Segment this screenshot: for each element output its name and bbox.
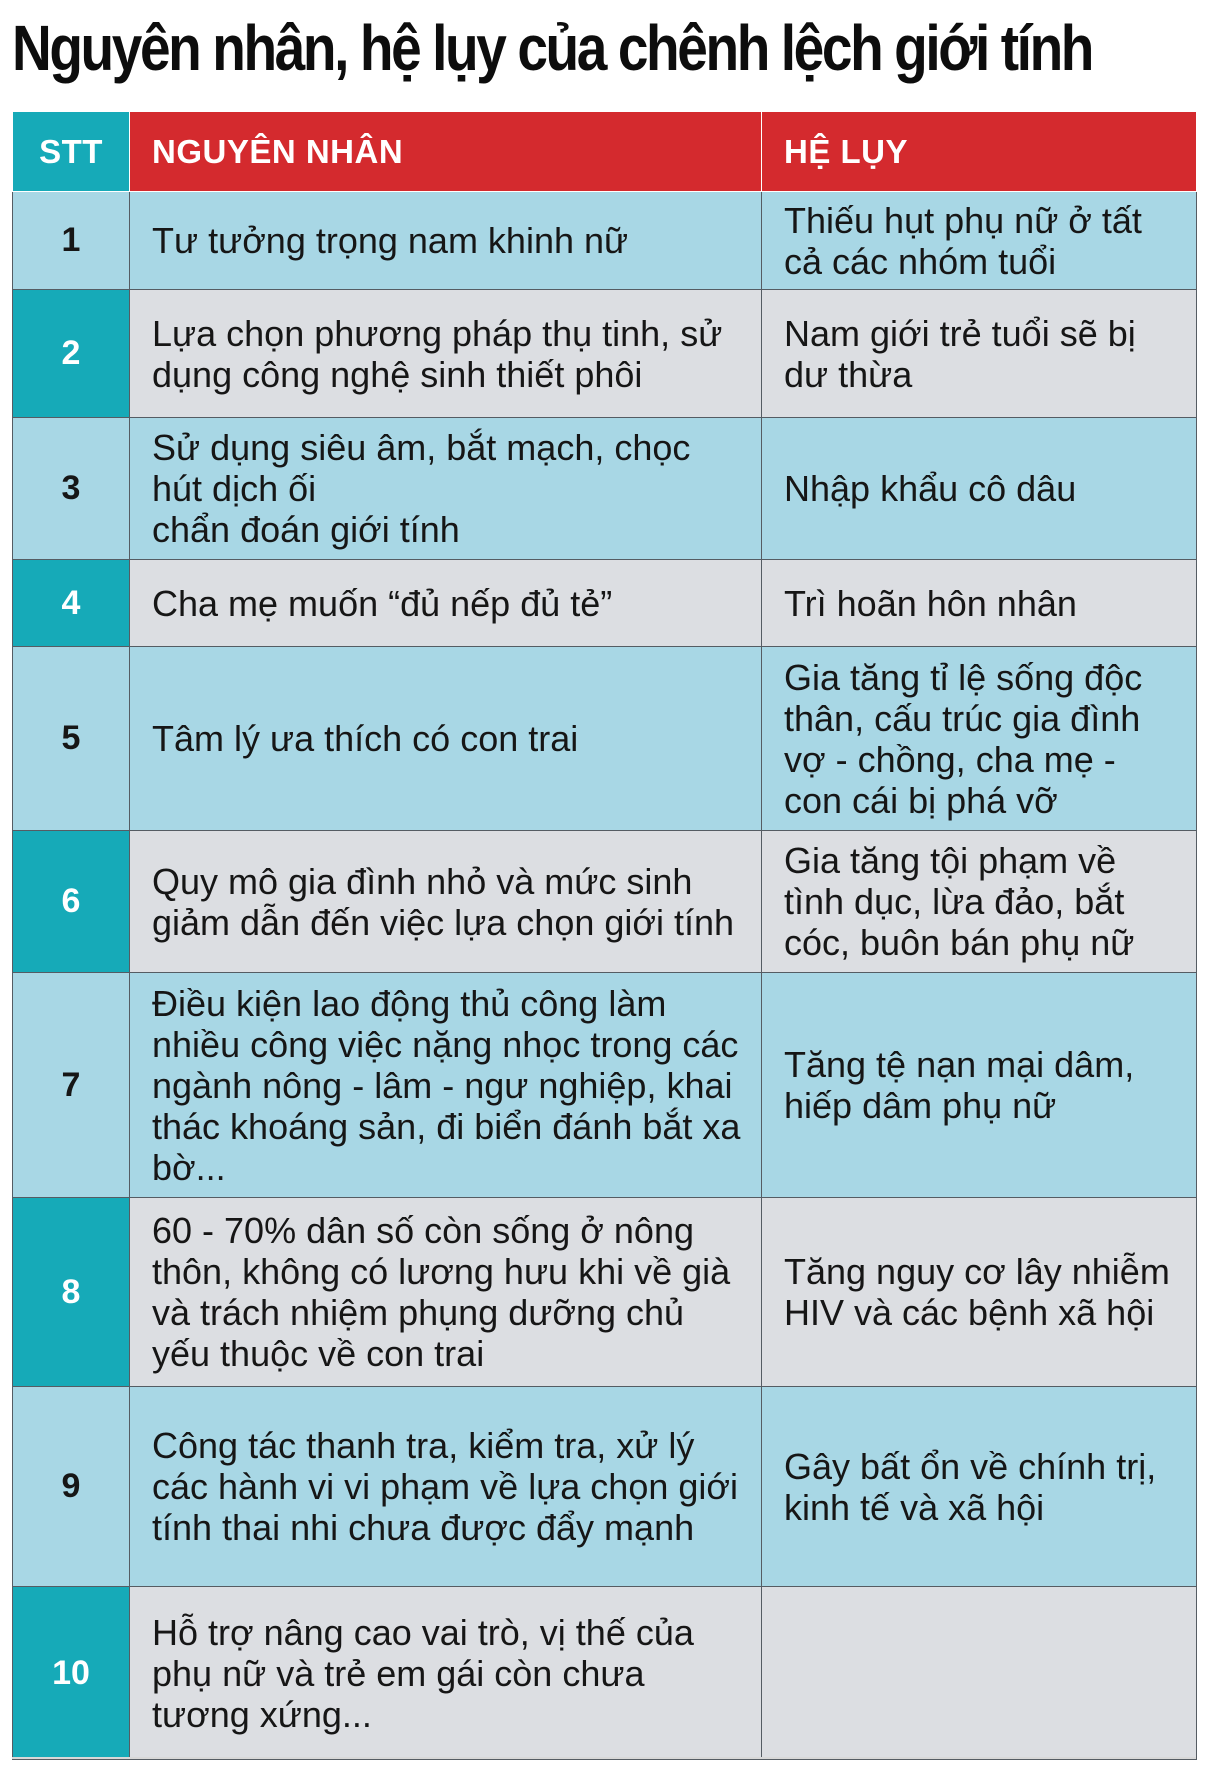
consequence-cell: Nhập khẩu cô dâu (762, 418, 1197, 560)
cause-cell: Cha mẹ muốn “đủ nếp đủ tẻ” (130, 560, 762, 647)
table-row (13, 1587, 1197, 1760)
cause-cell: Lựa chọn phương pháp thụ tinh, sử dụng công nghệ sinh thiết phôi (130, 290, 762, 418)
page-title: Nguyên nhân, hệ lụy của chênh lệch giới tính (12, 12, 1092, 84)
row-number: 1 (13, 192, 130, 290)
consequence-cell: Gia tăng tội phạm về tình dục, lừa đảo, bắt cóc, buôn bán phụ nữ (762, 831, 1197, 973)
column-header-consequence: HỆ LỤY (762, 112, 1197, 192)
row-number: 9 (13, 1387, 130, 1587)
cause-cell: Hỗ trợ nâng cao vai trò, vị thế của phụ nữ và trẻ em gái còn chưa tương xứng... (130, 1587, 762, 1760)
cause-cell: Điều kiện lao động thủ công làm nhiều công việc nặng nhọc trong các ngành nông - lâm - ngư nghiệp, khai thác khoáng sản, đi biển đánh bắt xa bờ... (130, 973, 762, 1198)
causes-consequences-table (12, 111, 1197, 1760)
consequence-cell: Tăng nguy cơ lây nhiễm HIV và các bệnh xã hội (762, 1198, 1197, 1387)
row-number: 6 (13, 831, 130, 973)
column-header-stt: STT (13, 112, 130, 192)
cause-cell: Tâm lý ưa thích có con trai (130, 647, 762, 831)
table-row (13, 1387, 1197, 1587)
consequence-cell (762, 1587, 1197, 1760)
row-number: 7 (13, 973, 130, 1198)
consequence-cell: Gây bất ổn về chính trị, kinh tế và xã hội (762, 1387, 1197, 1587)
table-row (13, 831, 1197, 973)
table-row (13, 973, 1197, 1198)
consequence-cell: Gia tăng tỉ lệ sống độc thân, cấu trúc gia đình vợ - chồng, cha mẹ - con cái bị phá vỡ (762, 647, 1197, 831)
table-header-row (13, 112, 1197, 192)
cause-cell: Sử dụng siêu âm, bắt mạch, chọc hút dịch ối chẩn đoán giới tính (130, 418, 762, 560)
cause-cell: Quy mô gia đình nhỏ và mức sinh giảm dẫn đến việc lựa chọn giới tính (130, 831, 762, 973)
table-row (13, 192, 1197, 290)
table-row (13, 647, 1197, 831)
table-row (13, 418, 1197, 560)
cause-cell: 60 - 70% dân số còn sống ở nông thôn, không có lương hưu khi về già và trách nhiệm phụng dưỡng chủ yếu thuộc về con trai (130, 1198, 762, 1387)
column-header-cause: NGUYÊN NHÂN (130, 112, 762, 192)
row-number: 8 (13, 1198, 130, 1387)
consequence-cell: Nam giới trẻ tuổi sẽ bị dư thừa (762, 290, 1197, 418)
row-number: 10 (13, 1587, 130, 1760)
consequence-cell: Tăng tệ nạn mại dâm, hiếp dâm phụ nữ (762, 973, 1197, 1198)
table-row (13, 560, 1197, 647)
bottom-divider (12, 1757, 1196, 1759)
cause-cell: Công tác thanh tra, kiểm tra, xử lý các hành vi vi phạm về lựa chọn giới tính thai nhi chưa được đẩy mạnh (130, 1387, 762, 1587)
consequence-cell: Thiếu hụt phụ nữ ở tất cả các nhóm tuổi (762, 192, 1197, 290)
row-number: 3 (13, 418, 130, 560)
row-number: 5 (13, 647, 130, 831)
table-row (13, 290, 1197, 418)
row-number: 2 (13, 290, 130, 418)
consequence-cell: Trì hoãn hôn nhân (762, 560, 1197, 647)
cause-cell: Tư tưởng trọng nam khinh nữ (130, 192, 762, 290)
row-number: 4 (13, 560, 130, 647)
table-row (13, 1198, 1197, 1387)
